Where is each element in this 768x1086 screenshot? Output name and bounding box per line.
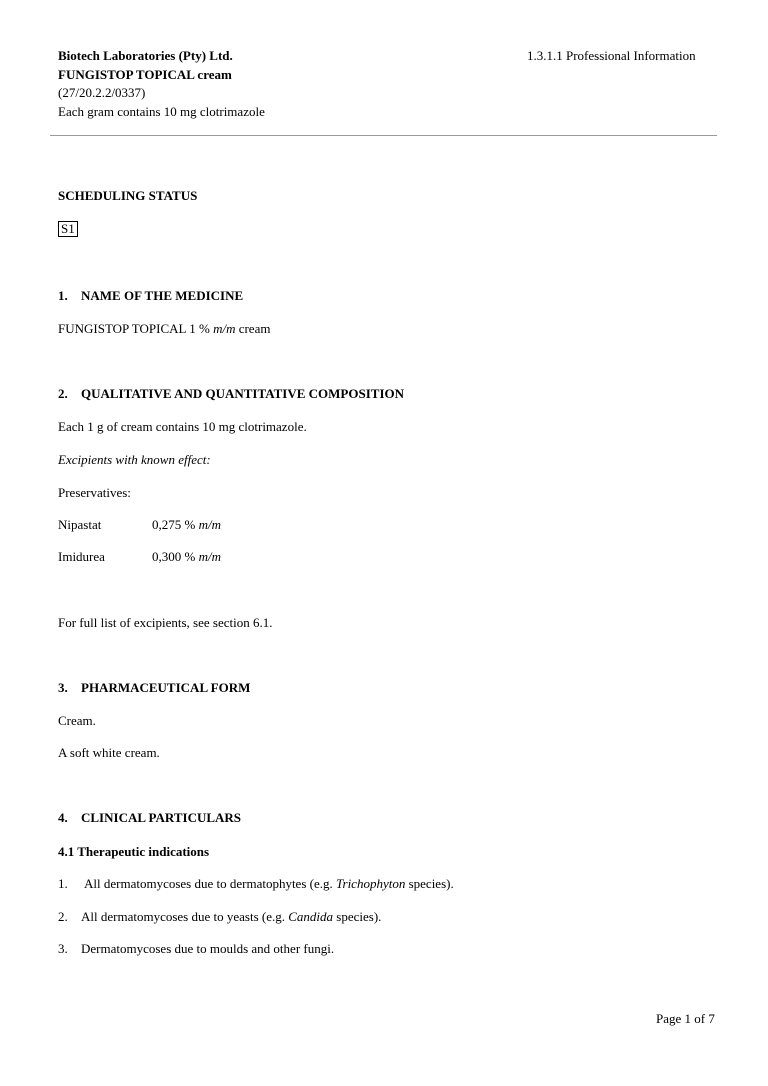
section-number: 4. [58,810,68,825]
preservative-name: Nipastat [58,517,102,532]
section-3-heading [58,680,250,696]
indication-text: Dermatomycoses due to moulds and other fungi. [81,941,335,956]
section-number: 1. [58,288,68,303]
indication-item [58,876,454,892]
list-number: 2. [58,909,68,924]
list-number: 3. [58,941,68,956]
list-number: 1. [58,876,68,891]
medicine-name-unit: m/m [213,321,236,336]
section-2-heading [58,386,404,402]
document-header [58,48,265,122]
species-name: Candida [288,909,334,924]
registration-number: (27/20.2.2/0337) [58,85,146,100]
status-badge: S1 [58,221,78,237]
indication-text-end: species). [333,909,382,924]
indication-text: All dermatomycoses due to yeasts (e.g. [81,909,289,924]
section-number: 2. [58,386,68,401]
preservative-amount [152,517,221,533]
product-name: FUNGISTOP TOPICAL cream [58,66,232,82]
company-name: Biotech Laboratories (Pty) Ltd. [58,48,233,63]
subsection-heading: 4.1 Therapeutic indications [58,844,210,859]
preservative-row [58,517,101,533]
preservative-row [58,549,105,565]
content-statement: Each gram contains 10 mg clotrimazole [58,103,265,119]
preservative-unit: m/m [198,517,221,532]
section-number: 3. [58,680,68,695]
section-title: QUALITATIVE AND QUANTITATIVE COMPOSITION [81,386,405,401]
section-4-heading [58,810,241,826]
indication-text: All dermatomycoses due to dermatophytes (e.g. [84,876,336,891]
header-divider [50,135,717,136]
preservative-unit: m/m [198,549,221,564]
preservative-value: 0,300 % [152,549,196,564]
medicine-name-suffix: cream [238,321,271,336]
preservative-value: 0,275 % [152,517,196,532]
indication-text-end: species). [405,876,454,891]
preservative-amount [152,549,221,565]
section-title: CLINICAL PARTICULARS [81,810,242,825]
scheduling-status [58,221,78,237]
scheduling-heading: SCHEDULING STATUS [58,188,198,203]
indication-item [58,909,381,925]
species-name: Trichophyton [336,876,406,891]
excipients-label: Excipients with known effect: [58,452,211,467]
section-title: NAME OF THE MEDICINE [81,288,244,303]
preservative-name: Imidurea [58,549,105,564]
medicine-name-text: FUNGISTOP TOPICAL 1 % [58,321,210,336]
indication-item [58,941,334,957]
page-number: Page 1 of 7 [656,1011,715,1026]
preservatives-label: Preservatives: [58,485,131,500]
form-text: Cream. [58,713,96,728]
section-1-heading [58,288,243,304]
section-reference: 1.3.1.1 Professional Information [527,48,696,63]
form-description: A soft white cream. [58,745,160,760]
composition-text: Each 1 g of cream contains 10 mg clotrimazole. [58,419,307,434]
medicine-name [58,321,270,337]
section-title: PHARMACEUTICAL FORM [81,680,251,695]
full-list-note: For full list of excipients, see section 6.1. [58,615,273,630]
